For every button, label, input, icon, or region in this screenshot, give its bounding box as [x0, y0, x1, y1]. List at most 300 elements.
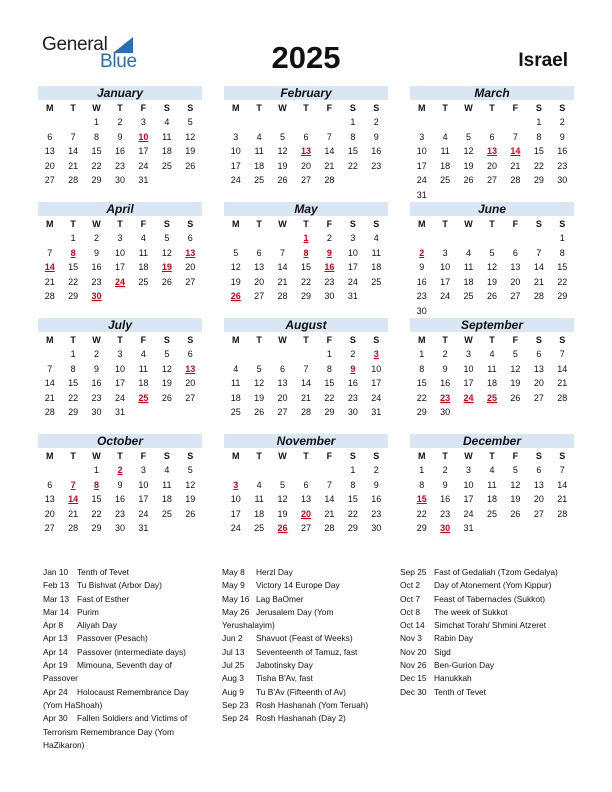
holiday-name: Rosh Hashanah (Yom Teruah)	[256, 699, 369, 710]
day-cell: 13	[510, 262, 521, 273]
week-row	[224, 507, 388, 522]
day-cell: 1	[70, 349, 76, 359]
day-cell: 16	[440, 494, 451, 505]
day-cell: 4	[373, 233, 379, 243]
day-cell: 10	[440, 262, 451, 273]
day-cell: 10	[138, 131, 149, 142]
day-cell: 1	[94, 465, 100, 475]
holiday-name: Sigd	[434, 646, 451, 657]
day-cell: 3	[466, 465, 472, 475]
week-row	[38, 507, 202, 522]
day-cell: 28	[277, 291, 288, 302]
day-cell: 29	[557, 291, 568, 302]
day-cell: 2	[117, 465, 123, 475]
day-cell: 28	[557, 392, 568, 403]
month-title: February	[224, 86, 388, 100]
weekday-label: F	[140, 219, 147, 229]
holiday-date: May 8	[222, 567, 245, 577]
day-cell: 19	[254, 392, 265, 403]
weekday-label: T	[442, 103, 448, 113]
day-cell: 12	[254, 378, 265, 389]
weekday-label: T	[303, 335, 309, 345]
day-cell: 9	[419, 262, 425, 273]
weekday-label: S	[535, 335, 542, 345]
day-cell: 26	[161, 392, 172, 403]
day-cell: 2	[442, 465, 448, 475]
day-cell: 27	[44, 523, 55, 534]
holiday-column	[43, 566, 189, 752]
day-cell: 16	[114, 494, 125, 505]
week-row	[410, 159, 574, 174]
weekday-label: S	[349, 335, 356, 345]
day-cell	[179, 405, 202, 420]
month-title: October	[38, 434, 202, 448]
weekday-label: T	[256, 103, 262, 113]
day-cell: 22	[416, 508, 427, 519]
day-cell: 29	[324, 407, 335, 418]
day-cell: 14	[68, 494, 79, 505]
day-cell: 4	[466, 247, 472, 258]
day-cell: 18	[161, 146, 172, 157]
day-cell: 7	[326, 131, 332, 142]
weekday-label: S	[559, 103, 566, 113]
day-cell	[504, 231, 527, 246]
day-cell: 19	[161, 262, 172, 273]
day-cell: 30	[114, 175, 125, 186]
weekday-label: W	[278, 451, 287, 461]
day-cell: 1	[536, 117, 542, 127]
day-cell	[108, 289, 131, 304]
day-cell: 26	[486, 291, 497, 302]
day-cell: 25	[486, 392, 497, 403]
day-cell: 24	[416, 175, 427, 186]
day-cell	[410, 115, 433, 130]
day-cell: 11	[487, 363, 497, 374]
day-cell: 25	[161, 160, 172, 171]
week-row	[38, 231, 202, 246]
day-cell: 9	[373, 479, 379, 490]
day-cell: 27	[185, 276, 196, 287]
week-row	[38, 144, 202, 159]
day-cell: 7	[326, 479, 332, 490]
week-row	[224, 275, 388, 290]
week-row	[224, 405, 388, 420]
day-cell	[155, 173, 178, 188]
weekday-label: S	[163, 335, 170, 345]
holiday-name: Tenth of Tevet	[434, 686, 486, 697]
day-cell	[294, 347, 317, 362]
week-row	[224, 289, 388, 304]
day-cell: 28	[324, 175, 335, 186]
day-cell: 14	[324, 494, 335, 505]
day-cell	[38, 463, 61, 478]
month-july	[38, 318, 202, 420]
day-cell: 28	[68, 175, 79, 186]
day-cell: 7	[303, 363, 309, 374]
month-title: December	[410, 434, 574, 448]
day-cell: 7	[280, 247, 286, 258]
day-cell: 30	[440, 407, 451, 418]
day-cell: 6	[47, 131, 53, 142]
day-cell: 20	[300, 160, 311, 171]
holiday-name-continued: (Yom HaShoah)	[43, 699, 103, 710]
day-cell: 26	[230, 291, 241, 302]
day-cell: 12	[230, 262, 241, 273]
day-cell: 9	[442, 479, 448, 490]
day-cell: 20	[533, 494, 544, 505]
day-cell: 30	[416, 305, 427, 316]
week-row	[224, 144, 388, 159]
day-cell: 14	[533, 262, 544, 273]
day-cell: 17	[230, 508, 241, 519]
day-cell: 24	[463, 392, 474, 403]
day-cell: 6	[256, 247, 262, 258]
day-cell: 24	[440, 291, 451, 302]
day-cell: 9	[94, 247, 100, 258]
weekday-label: F	[140, 451, 147, 461]
day-cell: 16	[114, 146, 125, 157]
month-october	[38, 434, 202, 536]
day-cell: 14	[300, 378, 311, 389]
week-row	[38, 362, 202, 377]
day-cell	[480, 188, 503, 203]
day-cell: 22	[91, 508, 102, 519]
day-cell: 17	[138, 146, 149, 157]
weekday-label: S	[535, 219, 542, 229]
day-cell: 1	[326, 349, 332, 359]
weekday-label: T	[489, 103, 495, 113]
week-row	[38, 521, 202, 536]
day-cell: 5	[512, 465, 518, 475]
day-cell	[294, 463, 317, 478]
holiday-date: Apr 8	[43, 620, 64, 631]
day-cell: 18	[463, 276, 474, 287]
day-cell: 12	[510, 479, 521, 490]
day-cell: 23	[324, 276, 335, 287]
day-cell: 25	[463, 291, 474, 302]
day-cell: 5	[489, 247, 495, 258]
day-cell: 8	[326, 363, 332, 374]
week-row	[224, 521, 388, 536]
week-row	[410, 463, 574, 478]
month-august	[224, 318, 388, 420]
weekday-label: S	[163, 219, 170, 229]
week-row	[38, 173, 202, 188]
weekday-label: M	[45, 219, 54, 229]
weekday-label: W	[464, 103, 473, 113]
day-cell: 11	[371, 247, 381, 258]
holiday-name: Tu B'Av (Fifteenth of Av)	[256, 686, 346, 697]
day-cell: 16	[371, 146, 382, 157]
day-cell: 7	[70, 131, 76, 142]
day-cell: 4	[442, 131, 448, 142]
day-cell: 17	[230, 160, 241, 171]
day-cell: 27	[300, 523, 311, 534]
day-cell	[224, 115, 247, 130]
day-cell: 21	[44, 392, 55, 403]
weekday-label: S	[349, 219, 356, 229]
holiday-name-continued: Yerushalayim)	[222, 620, 275, 631]
day-cell	[504, 405, 527, 420]
weekday-label: S	[349, 451, 356, 461]
day-cell: 18	[138, 378, 149, 389]
weekday-label: F	[140, 103, 147, 113]
holiday-name: Tu Bishvat (Arbor Day)	[77, 580, 162, 591]
day-cell: 20	[277, 392, 288, 403]
day-cell: 18	[254, 160, 265, 171]
day-cell	[433, 231, 456, 246]
day-cell: 11	[231, 378, 241, 389]
day-cell	[433, 304, 456, 319]
day-cell: 22	[68, 392, 79, 403]
day-cell: 6	[303, 131, 309, 142]
day-cell: 21	[300, 392, 311, 403]
weekday-label: S	[187, 103, 194, 113]
day-cell: 22	[347, 508, 358, 519]
holiday-name: Passover (intermediate days)	[77, 646, 186, 657]
weekday-label: F	[326, 335, 333, 345]
day-cell: 25	[371, 276, 382, 287]
holiday-name: Seventeenth of Tamuz, fast	[256, 646, 358, 657]
holiday-date: Oct 14	[400, 620, 425, 631]
day-cell: 23	[416, 291, 427, 302]
weekday-label: T	[70, 335, 76, 345]
day-cell: 9	[117, 479, 123, 490]
holiday-entry	[222, 606, 368, 619]
day-cell: 1	[94, 117, 100, 127]
day-cell	[224, 347, 247, 362]
weekday-label: F	[512, 103, 519, 113]
holiday-name-continued: Terrorism Remembrance Day (Yom	[43, 726, 174, 737]
day-cell: 11	[254, 494, 264, 505]
weekday-label: T	[117, 103, 123, 113]
weekday-label: W	[464, 219, 473, 229]
month-april	[38, 202, 202, 304]
day-cell: 31	[138, 523, 149, 534]
weekday-header	[224, 449, 388, 463]
weekday-label: T	[442, 451, 448, 461]
day-cell: 18	[254, 508, 265, 519]
weekday-label: W	[92, 335, 101, 345]
week-row	[410, 246, 574, 261]
day-cell: 23	[440, 392, 451, 403]
holiday-entry	[43, 646, 189, 659]
weekday-label: S	[559, 451, 566, 461]
day-cell: 16	[347, 378, 358, 389]
month-march	[410, 86, 574, 203]
day-cell: 30	[324, 291, 335, 302]
weekday-label: F	[326, 219, 333, 229]
day-cell: 6	[303, 479, 309, 490]
day-cell	[61, 463, 84, 478]
day-cell: 16	[324, 262, 335, 273]
weekday-label: W	[278, 219, 287, 229]
weekday-label: T	[70, 219, 76, 229]
day-cell: 30	[347, 407, 358, 418]
day-cell: 28	[510, 175, 521, 186]
day-cell: 5	[233, 247, 239, 258]
day-cell: 10	[230, 494, 241, 505]
day-cell	[318, 115, 341, 130]
holiday-date: Sep 24	[222, 713, 249, 724]
day-cell: 4	[489, 465, 495, 475]
holiday-date: Aug 9	[222, 686, 244, 697]
weekday-label: W	[278, 335, 287, 345]
day-cell	[271, 463, 294, 478]
holiday-name: Victory 14 Europe Day	[256, 580, 340, 591]
day-cell	[457, 405, 480, 420]
day-cell: 17	[416, 160, 427, 171]
day-cell: 9	[442, 363, 448, 374]
day-cell: 23	[114, 160, 125, 171]
day-cell	[247, 115, 270, 130]
month-june	[410, 202, 574, 319]
day-cell: 3	[117, 233, 123, 243]
day-cell: 9	[117, 131, 123, 142]
day-cell: 20	[300, 508, 311, 519]
day-cell: 13	[300, 146, 311, 157]
week-row	[410, 304, 574, 319]
holiday-name: Feast of Tabernacles (Sukkot)	[434, 593, 546, 604]
day-cell: 31	[138, 175, 149, 186]
holiday-date: Dec 30	[400, 686, 427, 697]
day-cell: 6	[536, 349, 542, 359]
day-cell: 15	[300, 262, 311, 273]
day-cell: 3	[466, 349, 472, 359]
page-header	[0, 0, 612, 80]
weekday-label: S	[373, 335, 380, 345]
day-cell: 19	[463, 160, 474, 171]
month-title: June	[410, 202, 574, 216]
weekday-label: T	[256, 451, 262, 461]
day-cell	[179, 521, 202, 536]
holiday-entry	[400, 579, 558, 592]
day-cell: 27	[300, 175, 311, 186]
day-cell: 21	[324, 508, 335, 519]
week-row	[38, 405, 202, 420]
day-cell: 3	[419, 131, 425, 142]
week-row	[224, 478, 388, 493]
weekday-label: S	[187, 451, 194, 461]
weekday-label: W	[92, 451, 101, 461]
holiday-entry	[400, 632, 558, 645]
weekday-label: M	[231, 451, 240, 461]
holiday-entry	[400, 659, 558, 672]
day-cell: 4	[233, 363, 239, 374]
day-cell: 7	[47, 247, 53, 258]
day-cell: 19	[277, 508, 288, 519]
weekday-label: F	[512, 219, 519, 229]
holiday-date: Jul 13	[222, 646, 245, 657]
weekday-label: T	[303, 103, 309, 113]
day-cell: 2	[559, 117, 565, 127]
day-cell: 25	[486, 508, 497, 519]
day-cell: 9	[350, 363, 356, 374]
day-cell: 16	[557, 146, 568, 157]
logo-blue-text: Blue	[100, 51, 137, 72]
holiday-name: Jerusalem Day (Yom	[256, 606, 334, 617]
day-cell: 16	[91, 262, 102, 273]
day-cell: 22	[347, 160, 358, 171]
holiday-date: May 16	[222, 593, 250, 604]
day-cell: 27	[533, 392, 544, 403]
day-cell: 15	[533, 146, 544, 157]
holiday-entry	[400, 593, 558, 606]
day-cell	[551, 405, 574, 420]
week-row	[410, 173, 574, 188]
day-cell: 29	[347, 523, 358, 534]
weekday-label: M	[417, 451, 426, 461]
holiday-name: Holocaust Remembrance Day	[77, 686, 189, 697]
week-row	[38, 391, 202, 406]
day-cell: 10	[230, 146, 241, 157]
day-cell: 1	[350, 465, 356, 475]
weekday-label: M	[45, 103, 54, 113]
weekday-label: S	[373, 451, 380, 461]
day-cell: 19	[161, 378, 172, 389]
week-row	[38, 159, 202, 174]
day-cell: 6	[536, 465, 542, 475]
month-title: January	[38, 86, 202, 100]
day-cell	[341, 173, 364, 188]
day-cell	[457, 231, 480, 246]
day-cell	[179, 173, 202, 188]
weekday-label: M	[231, 335, 240, 345]
day-cell	[271, 347, 294, 362]
holiday-entry	[400, 672, 558, 685]
day-cell: 15	[347, 146, 358, 157]
day-cell: 14	[557, 363, 568, 374]
day-cell: 13	[44, 146, 55, 157]
day-cell: 5	[256, 363, 262, 374]
weekday-label: F	[512, 451, 519, 461]
day-cell: 15	[416, 378, 427, 389]
day-cell: 22	[533, 160, 544, 171]
weekday-header	[410, 217, 574, 231]
day-cell: 4	[140, 349, 146, 359]
day-cell: 11	[463, 262, 474, 273]
day-cell	[457, 304, 480, 319]
day-cell: 29	[68, 407, 79, 418]
day-cell: 25	[161, 508, 172, 519]
weekday-label: T	[117, 335, 123, 345]
day-cell: 17	[371, 378, 382, 389]
day-cell: 2	[373, 117, 379, 127]
day-cell: 15	[68, 262, 79, 273]
holiday-entry	[222, 579, 368, 592]
day-cell: 14	[557, 479, 568, 490]
day-cell	[247, 231, 270, 246]
day-cell: 3	[233, 131, 239, 142]
day-cell: 21	[533, 276, 544, 287]
day-cell: 5	[187, 117, 193, 127]
day-cell: 30	[440, 523, 451, 534]
day-cell: 2	[373, 465, 379, 475]
day-cell: 9	[94, 363, 100, 374]
week-row	[410, 231, 574, 246]
weekday-label: S	[187, 335, 194, 345]
weekday-label: S	[373, 219, 380, 229]
day-cell: 31	[416, 189, 427, 200]
day-cell: 31	[463, 523, 474, 534]
day-cell: 4	[489, 349, 495, 359]
holiday-date: Dec 15	[400, 673, 427, 684]
day-cell	[179, 289, 202, 304]
day-cell: 22	[300, 276, 311, 287]
day-cell	[527, 304, 550, 319]
weekday-label: M	[45, 335, 54, 345]
holiday-entry	[222, 646, 368, 659]
